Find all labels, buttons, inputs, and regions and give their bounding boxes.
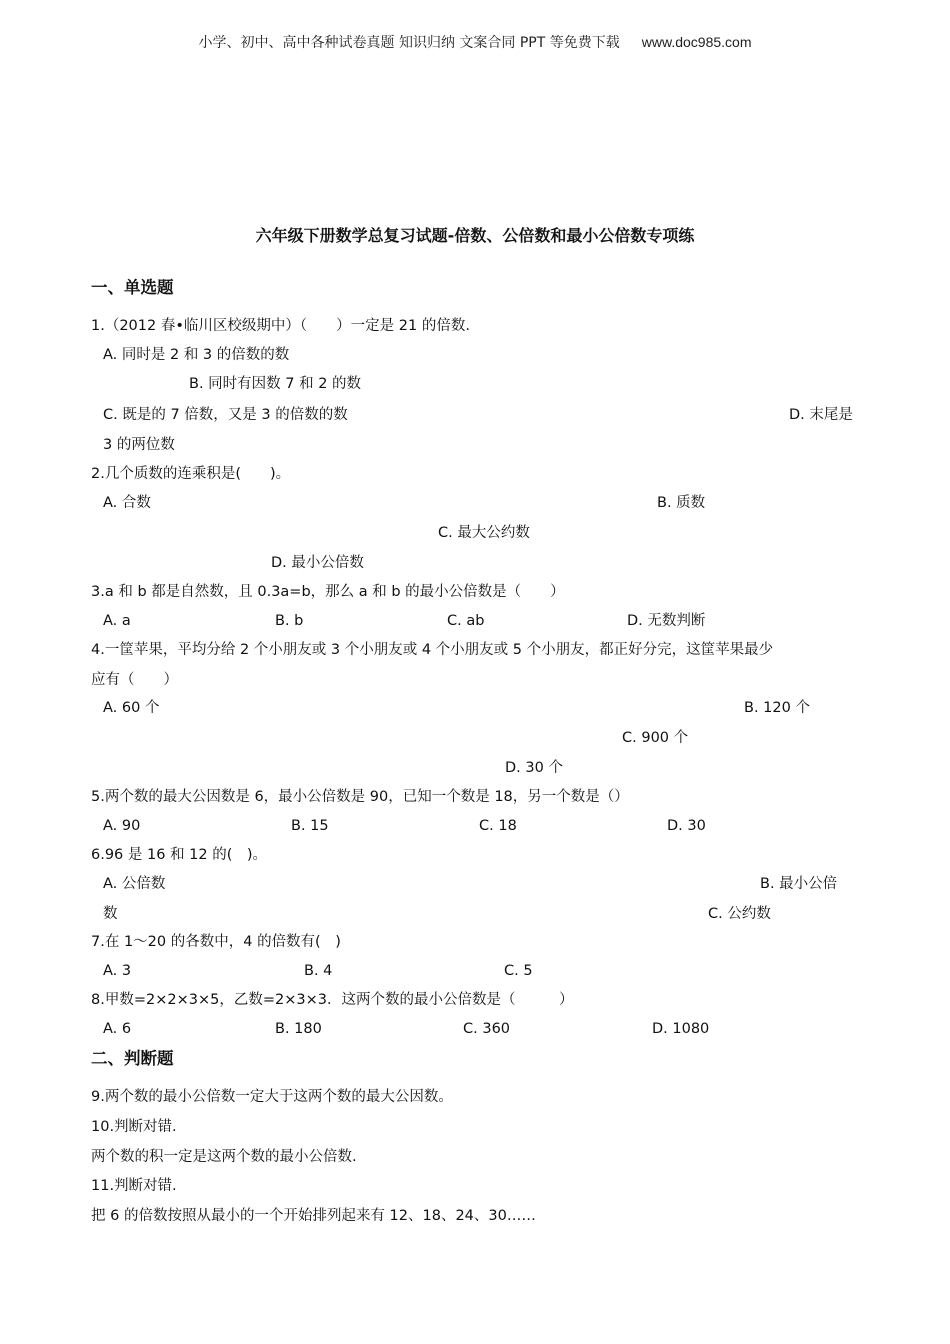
- page-title: 六年级下册数学总复习试题-倍数、公倍数和最小公倍数专项练: [255, 226, 695, 245]
- question-1-option-a: A. 同时是 2 和 3 的倍数的数: [103, 347, 290, 363]
- question-2-stem: 2.几个质数的连乘积是( )。: [91, 466, 291, 482]
- question-5-stem: 5.两个数的最大公因数是 6，最小公倍数是 90，已知一个数是 18，另一个数是（）: [91, 789, 629, 805]
- question-8-option-c: C. 360: [463, 1021, 511, 1037]
- question-2-option-a: A. 合数: [103, 495, 151, 511]
- question-10-body: 两个数的积一定是这两个数的最小公倍数.: [91, 1149, 357, 1165]
- question-8-stem: 8.甲数=2×2×3×5，乙数=2×3×3．这两个数的最小公倍数是（ ）: [91, 992, 574, 1008]
- question-3-stem: 3.a 和 b 都是自然数，且 0.3a=b，那么 a 和 b 的最小公倍数是（ ）: [91, 584, 565, 600]
- question-6-option-b-cont: 数: [103, 906, 118, 922]
- question-11-stem: 11.判断对错.: [91, 1178, 177, 1194]
- question-7-option-b: B. 4: [304, 963, 333, 979]
- question-5-option-d: D. 30: [667, 818, 706, 834]
- question-3-option-c: C. ab: [447, 613, 485, 629]
- question-1-stem: 1.（2012 春•临川区校级期中）（ ）一定是 21 的倍数.: [91, 318, 470, 334]
- question-4-stem-cont: 应有（ ）: [91, 672, 178, 688]
- page-header: [0, 32, 950, 53]
- section-heading-true-false: 二、判断题: [91, 1049, 174, 1068]
- question-2-option-b: B. 质数: [657, 495, 706, 511]
- question-6-option-c: C. 公约数: [708, 906, 771, 922]
- question-3-option-b: B. b: [275, 613, 304, 629]
- question-11-body: 把 6 的倍数按照从最小的一个开始排列起来有 12、18、24、30……: [91, 1208, 536, 1224]
- question-6-option-a: A. 公倍数: [103, 876, 166, 892]
- question-5-option-a: A. 90: [103, 818, 141, 834]
- header-text: 小学、初中、高中各种试卷真题 知识归纳 文案合同 PPT 等免费下载: [198, 35, 620, 51]
- question-5-option-b: B. 15: [291, 818, 329, 834]
- question-1-option-c: C. 既是的 7 倍数，又是 3 的倍数的数: [103, 407, 348, 423]
- question-8-option-a: A. 6: [103, 1021, 132, 1037]
- question-5-option-c: C. 18: [479, 818, 517, 834]
- question-4-option-d: D. 30 个: [505, 760, 563, 776]
- question-3-option-a: A. a: [103, 613, 131, 629]
- question-7-option-c: C. 5: [504, 963, 533, 979]
- question-1-option-d-cont: 3 的两位数: [103, 437, 175, 453]
- question-4-option-c: C. 900 个: [622, 730, 689, 746]
- question-3-option-d: D. 无数判断: [627, 613, 706, 629]
- question-7-option-a: A. 3: [103, 963, 132, 979]
- question-6-option-b: B. 最小公倍: [760, 876, 838, 892]
- question-2-option-d: D. 最小公倍数: [271, 555, 364, 571]
- question-10-stem: 10.判断对错.: [91, 1119, 177, 1135]
- question-1-option-b: B. 同时有因数 7 和 2 的数: [189, 376, 362, 392]
- question-8-option-d: D. 1080: [652, 1021, 710, 1037]
- question-1-option-d: D. 末尾是: [789, 407, 853, 423]
- question-4-stem: 4.一筐苹果，平均分给 2 个小朋友或 3 个小朋友或 4 个小朋友或 5 个小朋友，都正好分完，这筐苹果最少: [91, 642, 774, 658]
- question-6-stem: 6.96 是 16 和 12 的( )。: [91, 847, 268, 863]
- question-9-stem: 9.两个数的最小公倍数一定大于这两个数的最大公因数。: [91, 1089, 453, 1105]
- question-2-option-c: C. 最大公约数: [438, 525, 530, 541]
- question-8-option-b: B. 180: [275, 1021, 322, 1037]
- question-4-option-a: A. 60 个: [103, 700, 160, 716]
- section-heading-single-choice: 一、单选题: [91, 278, 174, 297]
- question-7-stem: 7.在 1～20 的各数中，4 的倍数有( ): [91, 934, 341, 950]
- question-4-option-b: B. 120 个: [744, 700, 810, 716]
- header-site: www.doc985.com: [641, 34, 752, 50]
